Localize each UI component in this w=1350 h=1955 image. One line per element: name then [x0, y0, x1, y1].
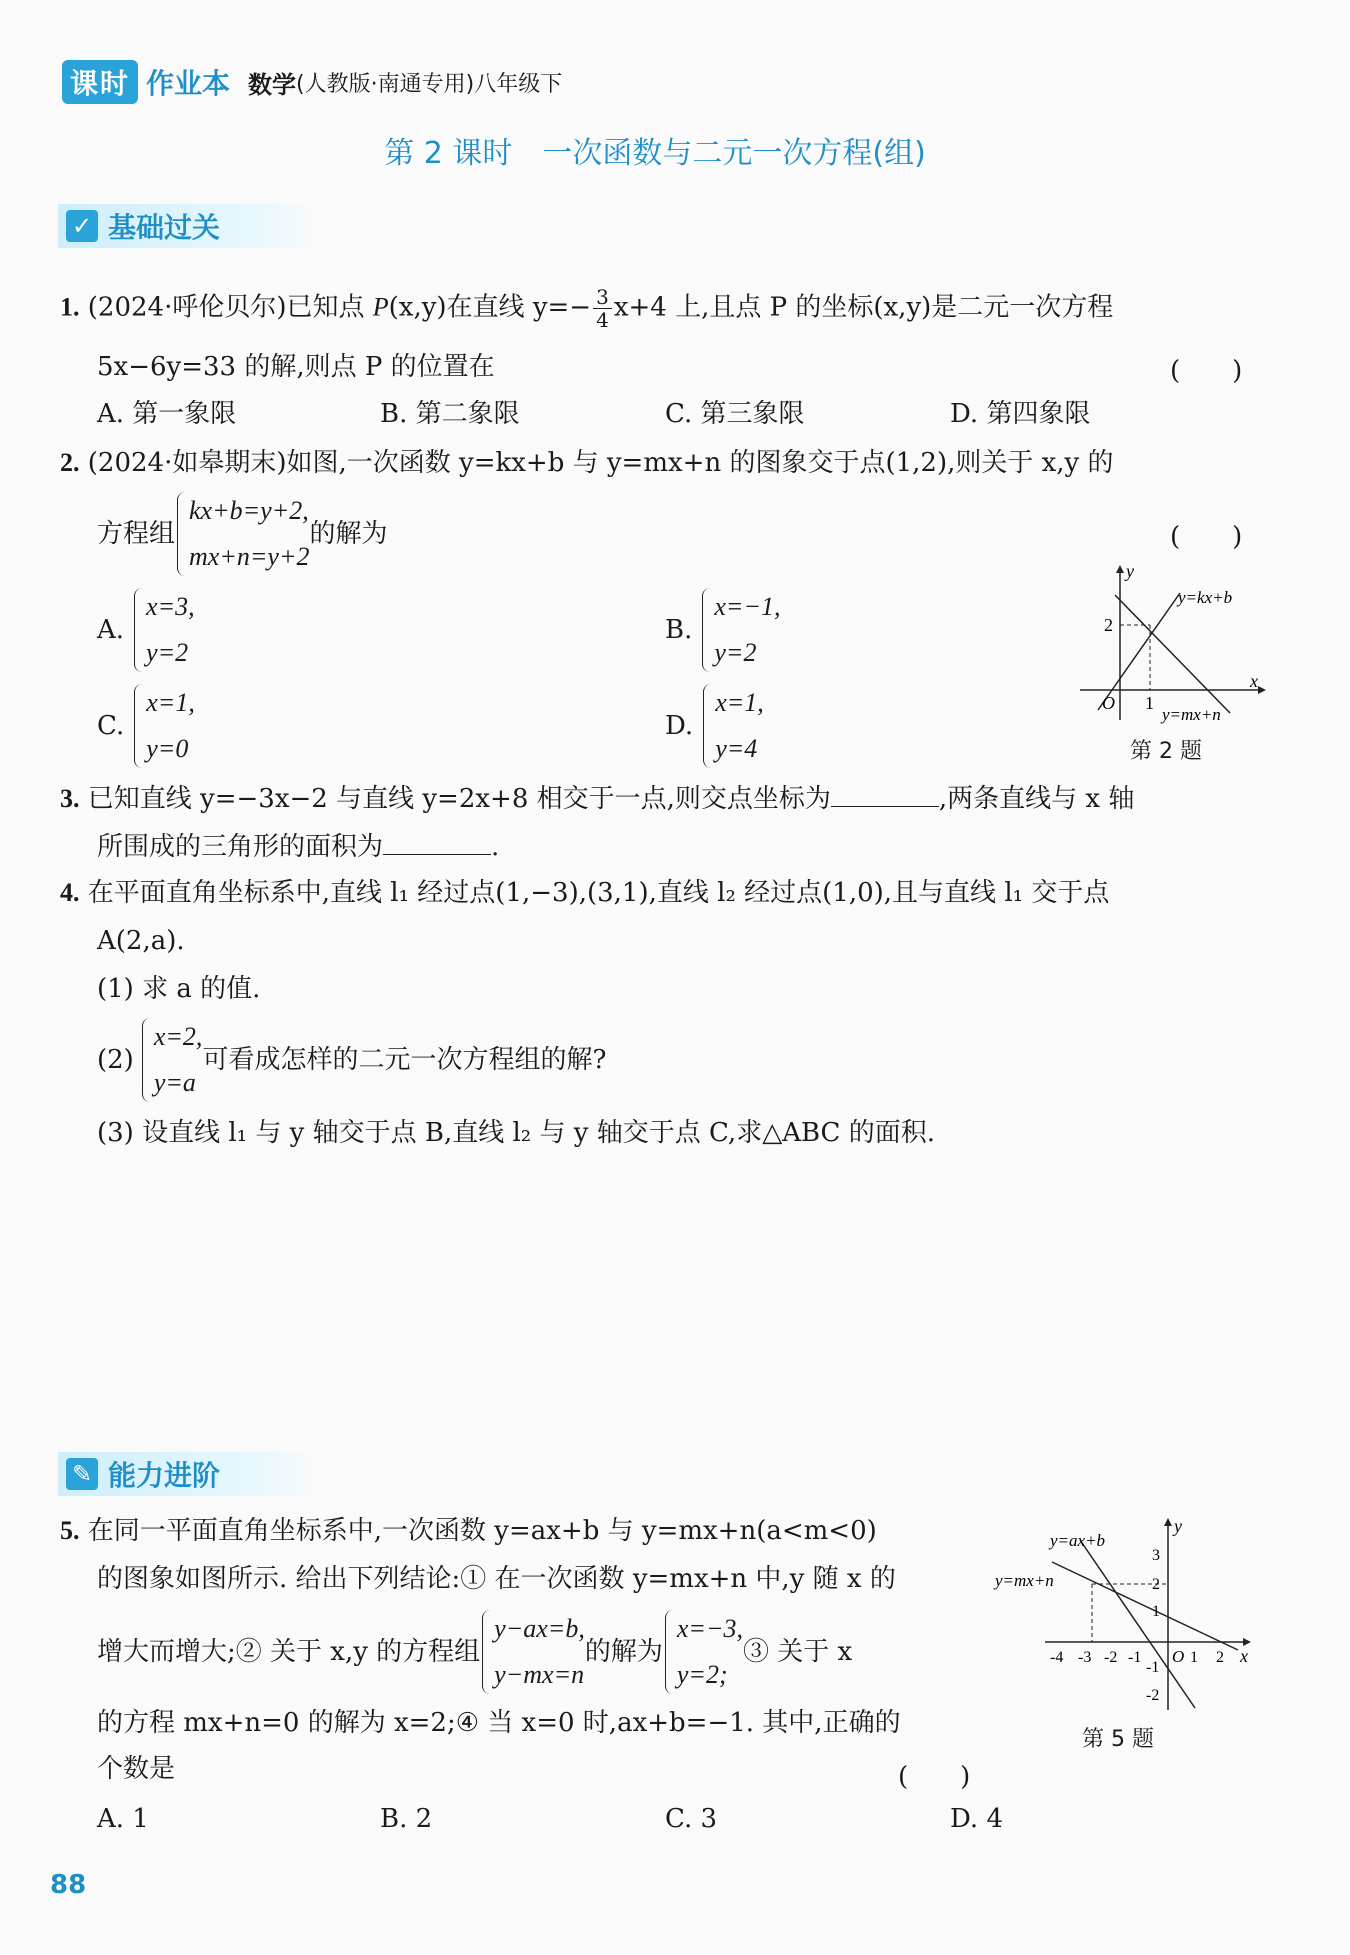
q2-d-eq1: x=1, [715, 688, 764, 717]
q2-d-eq2: y=4 [715, 734, 758, 763]
q5-option-d: D. 4 [950, 1804, 1003, 1834]
q5-line2: 的图象如图所示. 给出下列结论:① 在一次函数 y=mx+n 中,y 随 x 的 [97, 1564, 896, 1594]
q2-b-label: B. [665, 615, 693, 645]
q5-option-a: A. 1 [97, 1804, 149, 1834]
q2-line2 [97, 488, 388, 580]
q2-number: 2. [60, 448, 80, 477]
q1-p: P [372, 292, 389, 322]
q5-figure [990, 1510, 1260, 1710]
q2-c-eq2: y=0 [146, 734, 189, 763]
q4-p2-eq1: x=2, [153, 1022, 203, 1051]
q2-eq2: mx+n=y+2 [189, 542, 310, 571]
section-basic-label: 基础过关 [108, 211, 221, 244]
page-title: 第 2 课时 一次函数与二元一次方程(组) [384, 136, 926, 171]
q5-system-2 [663, 1606, 743, 1698]
q2-text: (2024·如皋期末)如图,一次函数 y=kx+b 与 y=mx+n 的图象交于点(1,2),则关于 x,y 的 [87, 448, 1114, 478]
q5-option-b: B. 2 [380, 1804, 433, 1834]
q5-label-mx-n: y=mx+n [995, 1571, 1054, 1590]
q5-y-arrow [1164, 1518, 1172, 1526]
q1-frac-num: 3 [593, 286, 612, 309]
q2-c-eq1: x=1, [146, 688, 195, 717]
q4-p2-post: 可看成怎样的二元一次方程组的解? [202, 1045, 607, 1075]
section-advanced [58, 1452, 316, 1496]
q5-text-3c: ③ 关于 x [743, 1637, 853, 1667]
q2-tick-2: 2 [1104, 615, 1113, 635]
q1-fraction [593, 286, 612, 331]
q4-number: 4. [60, 878, 80, 907]
q2-a-eq2: y=2 [146, 638, 189, 667]
q5-xtick-neg4: -4 [1050, 1649, 1064, 1666]
q2-b-eq1: x=−1, [714, 592, 781, 621]
q5-x-arrow [1243, 1638, 1251, 1646]
q5-x-label: x [1240, 1646, 1248, 1666]
q1-text-c: x+4 上,且点 P 的坐标(x,y)是二元一次方程 [613, 292, 1114, 323]
q3-text-d: . [491, 832, 500, 862]
q5-line3 [97, 1606, 852, 1698]
section-advanced-label: 能力进阶 [108, 1459, 221, 1492]
q5-line1 [60, 1514, 877, 1548]
q2-system [175, 488, 310, 580]
header [62, 62, 562, 102]
q2-d-label: D. [665, 711, 694, 741]
q2-a-eq1: x=3, [146, 592, 195, 621]
q4-part3: (3) 设直线 l₁ 与 y 轴交于点 B,直线 l₂ 与 y 轴交于点 C,求△ABC 的面积. [97, 1118, 935, 1148]
q5-text-3b: 的解为 [584, 1637, 663, 1667]
q5-answer-bracket: ( ) [898, 1762, 971, 1792]
q5-y-label: y [1174, 1516, 1182, 1536]
q2-post: 的解为 [309, 519, 388, 549]
q5-ytick-1: 1 [1152, 1603, 1160, 1620]
q3-number: 3. [60, 784, 80, 813]
q4-part1: (1) 求 a 的值. [97, 974, 261, 1004]
q2-y-arrow [1116, 565, 1124, 573]
q2-line-mx-n [1115, 595, 1230, 713]
q2-origin-label: O [1102, 693, 1115, 713]
q2-b-system [700, 584, 780, 676]
q3-line2 [97, 828, 499, 864]
q1-option-b: B. 第二象限 [380, 399, 520, 429]
q5-line5: 个数是 [97, 1754, 176, 1784]
q2-option-d [665, 680, 764, 772]
q2-option-b [665, 584, 781, 676]
q5-xtick-neg3: -3 [1078, 1649, 1092, 1666]
q1-line2: 5x−6y=33 的解,则点 P 的位置在 [97, 352, 495, 382]
q5-line-ax-b [1080, 1540, 1195, 1708]
q2-y-label: y [1126, 561, 1134, 581]
q2-a-label: A. [97, 615, 125, 645]
q2-c-system [132, 680, 195, 772]
q3-blank-2[interactable] [383, 828, 491, 855]
q2-label-kx-b: y=kx+b [1178, 588, 1233, 607]
q2-label-mx-n: y=mx+n [1162, 705, 1221, 724]
subject: 数学 [248, 70, 297, 99]
q5-sys2-eq2: y=2; [676, 1660, 728, 1689]
q5-sys2-eq1: x=−3, [676, 1614, 743, 1643]
q1-text-b: (x,y)在直线 y=− [388, 292, 592, 323]
q2-eq1: kx+b=y+2, [189, 496, 309, 525]
q5-sys1-eq1: y−ax=b, [494, 1614, 585, 1643]
q1-option-c: C. 第三象限 [665, 399, 805, 429]
q5-text-1: 在同一平面直角坐标系中,一次函数 y=ax+b 与 y=mx+n(a<m<0) [87, 1516, 877, 1546]
q4-text: 在平面直角坐标系中,直线 l₁ 经过点(1,−3),(3,1),直线 l₂ 经过点(1,0),且与直线 l₁ 交于点 [87, 878, 1110, 908]
q5-ytick-2: 2 [1152, 1576, 1160, 1593]
q5-xtick-neg1: -1 [1128, 1649, 1142, 1666]
q3-text-c: 所围成的三角形的面积为 [97, 832, 384, 862]
q5-number: 5. [60, 1516, 80, 1545]
q2-pre: 方程组 [97, 519, 176, 549]
q2-tick-1: 1 [1145, 693, 1154, 713]
q3-text-b: ,两条直线与 x 轴 [938, 784, 1135, 814]
q2-x-label: x [1250, 671, 1258, 691]
q5-sys1-eq2: y−mx=n [494, 1660, 585, 1689]
logo-badge: 课时 [62, 60, 138, 104]
q1-option-a: A. 第一象限 [97, 399, 237, 429]
q1-text-a: (2024·呼伦贝尔)已知点 [87, 292, 373, 323]
book-name: 作业本 [146, 67, 231, 100]
q1-option-d: D. 第四象限 [950, 399, 1091, 429]
q2-answer-bracket: ( ) [1170, 522, 1243, 552]
q5-line4: 的方程 mx+n=0 的解为 x=2;④ 当 x=0 时,ax+b=−1. 其中,正确的 [97, 1708, 901, 1738]
q5-ytick-neg1: -1 [1146, 1659, 1160, 1676]
q2-x-arrow [1258, 686, 1266, 694]
q5-label-ax-b: y=ax+b [1050, 1531, 1106, 1550]
q2-option-c [97, 680, 195, 772]
q4-p2-pre: (2) [97, 1045, 134, 1075]
q2-c-label: C. [97, 711, 125, 741]
q4-line2: A(2,a). [97, 926, 185, 956]
q5-ytick-neg2: -2 [1146, 1687, 1160, 1704]
q5-xtick-1: 1 [1190, 1649, 1198, 1666]
q5-option-c: C. 3 [665, 1804, 718, 1834]
q5-ytick-3: 3 [1152, 1547, 1160, 1564]
page-number: 88 [50, 1870, 87, 1900]
q3-blank-1[interactable] [831, 780, 939, 807]
q2-option-a [97, 584, 195, 676]
q5-line-mx-n [1052, 1562, 1238, 1650]
q1-number: 1. [60, 292, 80, 322]
q2-line1 [60, 446, 1114, 480]
check-icon: ✓ [66, 210, 98, 242]
q2-figure [1070, 555, 1270, 730]
section-basic [58, 204, 316, 248]
q1-line1 [60, 286, 1113, 331]
q3-text-a: 已知直线 y=−3x−2 与直线 y=2x+8 相交于一点,则交点坐标为 [87, 784, 831, 814]
q4-part2 [97, 1014, 606, 1106]
q1-answer-bracket: ( ) [1170, 356, 1243, 386]
q1-frac-den: 4 [596, 308, 609, 332]
q2-a-system [132, 584, 195, 676]
q5-xtick-2: 2 [1216, 1649, 1224, 1666]
pencil-icon: ✎ [66, 1458, 98, 1490]
edition: (人教版·南通专用)八年级下 [296, 71, 563, 97]
q5-text-3a: 增大而增大;② 关于 x,y 的方程组 [97, 1637, 481, 1667]
q5-figure-caption: 第 5 题 [1082, 1727, 1154, 1752]
q2-b-eq2: y=2 [714, 638, 757, 667]
q4-p2-system [140, 1014, 203, 1106]
q3-line1 [60, 780, 1134, 816]
q5-system-1 [480, 1606, 585, 1698]
q5-xtick-neg2: -2 [1104, 1649, 1118, 1666]
q5-origin-label: O [1172, 1647, 1185, 1666]
q2-figure-caption: 第 2 题 [1130, 739, 1202, 764]
q2-d-system [701, 680, 764, 772]
q4-line1 [60, 876, 1109, 910]
q4-p2-eq2: y=a [153, 1068, 196, 1097]
